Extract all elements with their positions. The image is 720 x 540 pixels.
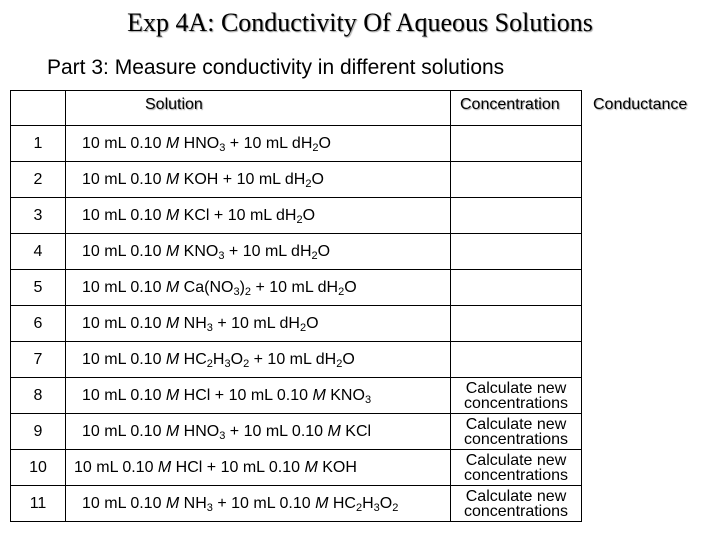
subscript: 2 (336, 357, 343, 370)
subscript: 2 (299, 321, 307, 334)
solution-text: + 10 mL dH (249, 350, 337, 368)
subscript: 3 (219, 141, 226, 154)
solution-cell (66, 378, 451, 414)
solution-text: O (342, 350, 355, 368)
solution-text: HC (179, 350, 207, 368)
solution-text: HCl + 10 mL 0.10 (171, 458, 305, 476)
solution-text: + 10 mL dH (212, 314, 300, 332)
solution-text: KCl (340, 422, 372, 440)
subscript: 2 (305, 177, 312, 190)
subscript: 2 (355, 501, 363, 514)
solution-text: 10 mL 0.10 (74, 458, 158, 476)
table-row (11, 486, 582, 522)
row-number: 10 (11, 450, 66, 486)
solution-text: 10 mL 0.10 (82, 134, 166, 152)
table-row (11, 414, 582, 450)
solution-text: HC (328, 494, 356, 512)
molarity-symbol: M (157, 458, 172, 476)
table-row (11, 342, 582, 378)
concentration-cell (451, 414, 582, 450)
solution-text: 10 mL 0.10 (82, 206, 166, 224)
solution-text: O (306, 314, 319, 332)
header-number-cell (11, 91, 66, 126)
subscript: 2 (296, 213, 303, 226)
concentration-note-line1: Calculate new (465, 487, 567, 505)
solution-text: H (362, 494, 374, 512)
solution-text: Ca(NO (179, 278, 234, 296)
molarity-symbol: M (165, 242, 180, 260)
table-row (11, 198, 582, 234)
slide-subtitle: Part 3: Measure conductivity in different solutions (47, 56, 505, 79)
molarity-symbol: M (165, 494, 180, 512)
solution-text: 10 mL 0.10 (82, 278, 166, 296)
subscript: 3 (364, 393, 372, 406)
solution-text: 10 mL 0.10 (82, 170, 166, 188)
solution-cell (66, 414, 451, 450)
concentration-cell (451, 234, 582, 270)
solution-text: + 10 mL 0.10 (212, 494, 316, 512)
solution-text: HCl + 10 mL 0.10 (179, 386, 313, 404)
molarity-symbol: M (165, 278, 180, 296)
solution-cell (66, 270, 451, 306)
header-solution-cell (66, 91, 451, 126)
molarity-symbol: M (165, 170, 180, 188)
table-row (11, 306, 582, 342)
molarity-symbol: M (165, 314, 180, 332)
header-concentration: Concentration (460, 96, 560, 113)
solution-cell (66, 162, 451, 198)
concentration-cell (451, 378, 582, 414)
row-number: 5 (11, 270, 66, 306)
solution-text: KCl + 10 mL dH (179, 206, 297, 224)
solution-text: + 10 mL dH (225, 134, 313, 152)
header-solution: Solution (145, 96, 203, 113)
row-number: 11 (11, 486, 66, 522)
solution-text: 10 mL 0.10 (82, 314, 166, 332)
row-number: 6 (11, 306, 66, 342)
row-number: 4 (11, 234, 66, 270)
concentration-note-line2: concentrations (463, 430, 569, 448)
solution-text: 10 mL 0.10 (82, 494, 166, 512)
molarity-symbol: M (165, 422, 180, 440)
slide-title: Exp 4A: Conductivity Of Aqueous Solutions (127, 8, 593, 37)
solution-text: O (230, 350, 244, 368)
subscript: 3 (206, 501, 213, 514)
concentration-cell (451, 198, 582, 234)
row-number: 7 (11, 342, 66, 378)
solution-text: O (302, 206, 316, 224)
subscript: 3 (219, 429, 226, 442)
solution-text: 10 mL 0.10 (82, 350, 166, 368)
solution-text: NH (179, 314, 207, 332)
solution-text: NH (179, 494, 207, 512)
table-row (11, 234, 582, 270)
molarity-symbol: M (304, 458, 318, 476)
row-number: 1 (11, 126, 66, 162)
solution-text: KNO (325, 386, 365, 404)
solution-text: 10 mL 0.10 (82, 422, 166, 440)
subscript: 3 (224, 357, 231, 370)
solution-cell (66, 198, 451, 234)
subscript: 2 (338, 285, 345, 298)
solution-text: KNO (179, 242, 219, 260)
solution-text: + 10 mL dH (224, 242, 312, 260)
subscript: 3 (206, 321, 213, 334)
subscript: 2 (392, 501, 399, 514)
concentration-note-line2: concentrations (463, 466, 569, 484)
concentration-note-line1: Calculate new (465, 451, 567, 469)
concentration-cell (451, 486, 582, 522)
solution-cell (66, 234, 451, 270)
solution-text: ) (239, 278, 245, 296)
solution-cell (66, 306, 451, 342)
solution-text: 10 mL 0.10 (82, 242, 166, 260)
solution-cell (66, 450, 451, 486)
solution-text: O (379, 494, 393, 512)
solution-text: HNO (179, 422, 220, 440)
molarity-symbol: M (165, 386, 180, 404)
row-number: 2 (11, 162, 66, 198)
solution-text: H (212, 350, 225, 368)
concentration-note-line2: concentrations (463, 502, 569, 520)
solution-text: KOH + 10 mL dH (179, 170, 306, 188)
table-row (11, 126, 582, 162)
concentration-cell (451, 162, 582, 198)
concentration-cell (451, 450, 582, 486)
molarity-symbol: M (315, 494, 329, 512)
solution-cell (66, 126, 451, 162)
concentration-cell (451, 342, 582, 378)
subscript: 2 (243, 357, 250, 370)
solution-text: 10 mL 0.10 (82, 386, 166, 404)
solution-text: + 10 mL dH (251, 278, 339, 296)
table-row (11, 450, 582, 486)
solution-text: + 10 mL 0.10 (225, 422, 328, 440)
subscript: 3 (373, 501, 380, 514)
molarity-symbol: M (165, 350, 180, 368)
concentration-note-line1: Calculate new (465, 415, 567, 433)
table-row (11, 270, 582, 306)
solution-text: KOH (317, 458, 357, 476)
solution-text: O (344, 278, 357, 296)
subscript: 3 (218, 249, 225, 262)
subscript: 2 (244, 285, 252, 298)
solution-cell (66, 342, 451, 378)
solution-text: O (311, 170, 324, 188)
table-row (11, 162, 582, 198)
concentration-cell (451, 126, 582, 162)
concentration-note-line1: Calculate new (465, 379, 567, 397)
molarity-symbol: M (165, 206, 180, 224)
header-conductance: Conductance (593, 96, 688, 113)
solution-text: O (318, 134, 331, 152)
concentration-cell (451, 306, 582, 342)
conductivity-table (10, 90, 582, 522)
molarity-symbol: M (327, 422, 341, 440)
table-row (11, 378, 582, 414)
row-number: 8 (11, 378, 66, 414)
subscript: 3 (233, 285, 240, 298)
row-number: 3 (11, 198, 66, 234)
molarity-symbol: M (165, 134, 180, 152)
concentration-cell (451, 270, 582, 306)
concentration-note-line2: concentrations (463, 394, 569, 412)
solution-text: O (317, 242, 331, 260)
subscript: 2 (206, 357, 213, 370)
subscript: 2 (312, 141, 319, 154)
molarity-symbol: M (312, 386, 326, 404)
solution-text: HNO (179, 134, 220, 152)
solution-cell (66, 486, 451, 522)
subscript: 2 (311, 249, 318, 262)
row-number: 9 (11, 414, 66, 450)
